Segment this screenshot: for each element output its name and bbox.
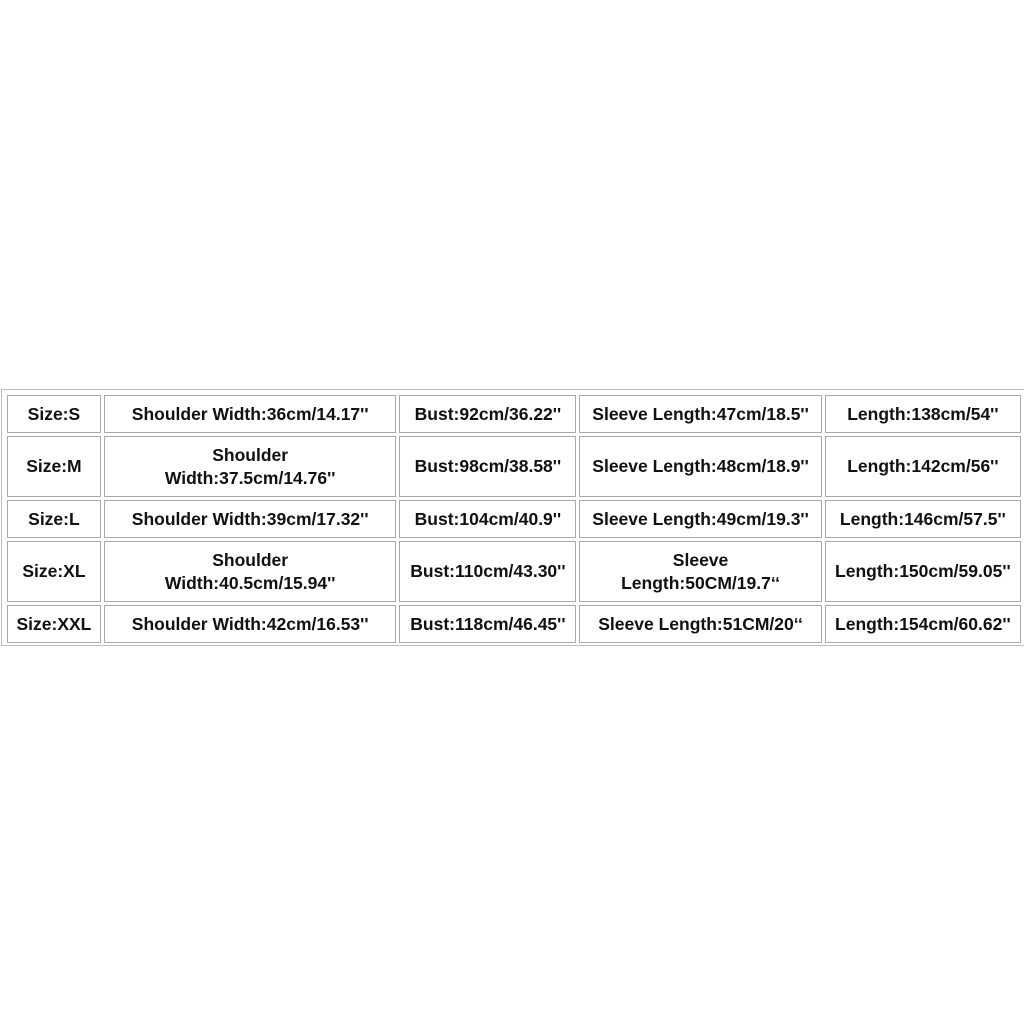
sleeve-length-cell: Sleeve Length:48cm/18.9'': [579, 436, 821, 497]
sleeve-length-cell: Sleeve Length:49cm/19.3'': [579, 500, 821, 538]
size-cell: Size:M: [7, 436, 101, 497]
shoulder-width-cell: Shoulder Width:36cm/14.17'': [104, 395, 397, 433]
length-cell: Length:150cm/59.05'': [825, 541, 1021, 602]
size-cell: Size:XL: [7, 541, 101, 602]
table-row: [7, 436, 1021, 497]
table-row: [7, 541, 1021, 602]
sleeve-length-cell: Sleeve Length:51CM/20‘‘: [579, 605, 821, 643]
table-row: [7, 500, 1021, 538]
size-cell: Size:XXL: [7, 605, 101, 643]
table-row: [7, 605, 1021, 643]
length-cell: Length:142cm/56'': [825, 436, 1021, 497]
bust-cell: Bust:110cm/43.30'': [399, 541, 576, 602]
size-cell: Size:S: [7, 395, 101, 433]
table-row: [7, 395, 1021, 433]
bust-cell: Bust:104cm/40.9'': [399, 500, 576, 538]
bust-cell: Bust:98cm/38.58'': [399, 436, 576, 497]
length-cell: Length:138cm/54'': [825, 395, 1021, 433]
sleeve-length-cell: Sleeve Length:47cm/18.5'': [579, 395, 821, 433]
shoulder-width-cell: Shoulder Width:42cm/16.53'': [104, 605, 397, 643]
size-chart: [1, 389, 1024, 646]
sleeve-length-cell: Sleeve Length:50CM/19.7‘‘: [579, 541, 821, 602]
size-chart-table: [4, 392, 1024, 646]
shoulder-width-cell: Shoulder Width:40.5cm/15.94'': [104, 541, 397, 602]
length-cell: Length:154cm/60.62'': [825, 605, 1021, 643]
length-cell: Length:146cm/57.5'': [825, 500, 1021, 538]
size-cell: Size:L: [7, 500, 101, 538]
shoulder-width-cell: Shoulder Width:39cm/17.32'': [104, 500, 397, 538]
bust-cell: Bust:92cm/36.22'': [399, 395, 576, 433]
bust-cell: Bust:118cm/46.45'': [399, 605, 576, 643]
shoulder-width-cell: Shoulder Width:37.5cm/14.76'': [104, 436, 397, 497]
